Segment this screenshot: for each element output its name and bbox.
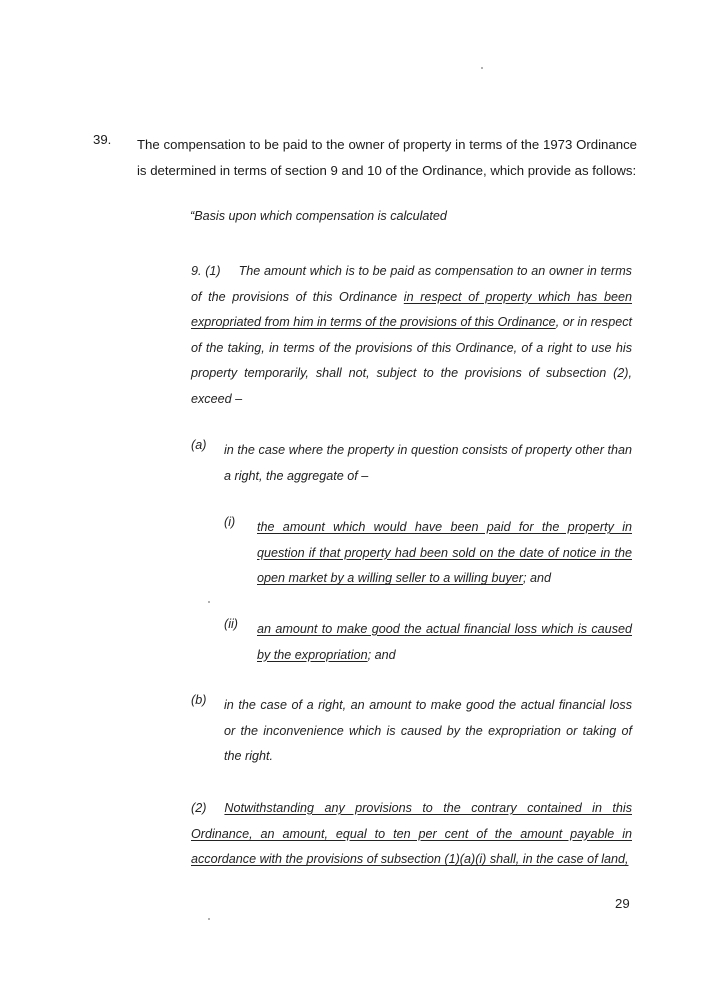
section-9-1-text-2: , or in respect of the taking, in terms of the provisions of this Ordinance, of a right to use his property temporarily, shall not, subject to the provisions of subsection (2), exceed – xyxy=(191,315,633,406)
scan-speck xyxy=(208,601,210,603)
item-b-label: (b) xyxy=(191,693,207,707)
section-9-2-underlined-text: Notwithstanding any provisions to the contrary contained in this Ordinance, an amount, equal to ten per cent of the amount payable in accordance with the provisions of subsection (1)(a)(i) shall, in the case of land, xyxy=(191,801,632,867)
scan-speck xyxy=(481,67,483,69)
section-9-1-text-1: The amount which is to be paid as compensation to an owner in terms of the provisions of this Ordinance xyxy=(191,264,632,304)
item-ii-underlined-text: an amount to make good the actual financial loss which is caused by the expropriation xyxy=(257,622,632,662)
item-a-label: (a) xyxy=(191,438,207,452)
page-number: 29 xyxy=(615,896,630,911)
paragraph-number: 39. xyxy=(93,132,112,147)
item-i-text xyxy=(257,515,632,592)
item-ii-tail: ; and xyxy=(367,647,396,662)
section-9-1-underlined-text: in respect of property which has been expropriated from him in terms of the provisions of this Ordinance xyxy=(191,289,632,330)
section-9-2-label: (2) xyxy=(191,801,207,815)
scan-speck xyxy=(208,918,210,920)
paragraph-text: The compensation to be paid to the owner of property in terms of the 1973 Ordinance is determined in terms of section 9 and 10 of the Ordinance, which provide as follows: xyxy=(137,137,637,178)
section-9-2 xyxy=(191,796,632,873)
item-i-tail: ; and xyxy=(523,571,552,586)
section-9-1-label: 9. (1) xyxy=(191,264,221,278)
item-ii-text xyxy=(257,617,632,668)
item-i-underlined-text: the amount which would have been paid for the property in question if that property had been sold on the date of notice in the open market by a willing seller to a willing buyer xyxy=(257,520,632,586)
item-i-label: (i) xyxy=(224,515,236,529)
section-9-1 xyxy=(191,259,632,413)
item-a-text: in the case where the property in question consists of property other than a right, the aggregate of – xyxy=(224,443,632,483)
item-b-text: in the case of a right, an amount to make good the actual financial loss or the inconvenience which is caused by the expropriation or taking of the right. xyxy=(224,698,632,764)
item-ii-label: (ii) xyxy=(224,617,238,631)
quote-heading: “Basis upon which compensation is calculated xyxy=(190,209,447,223)
